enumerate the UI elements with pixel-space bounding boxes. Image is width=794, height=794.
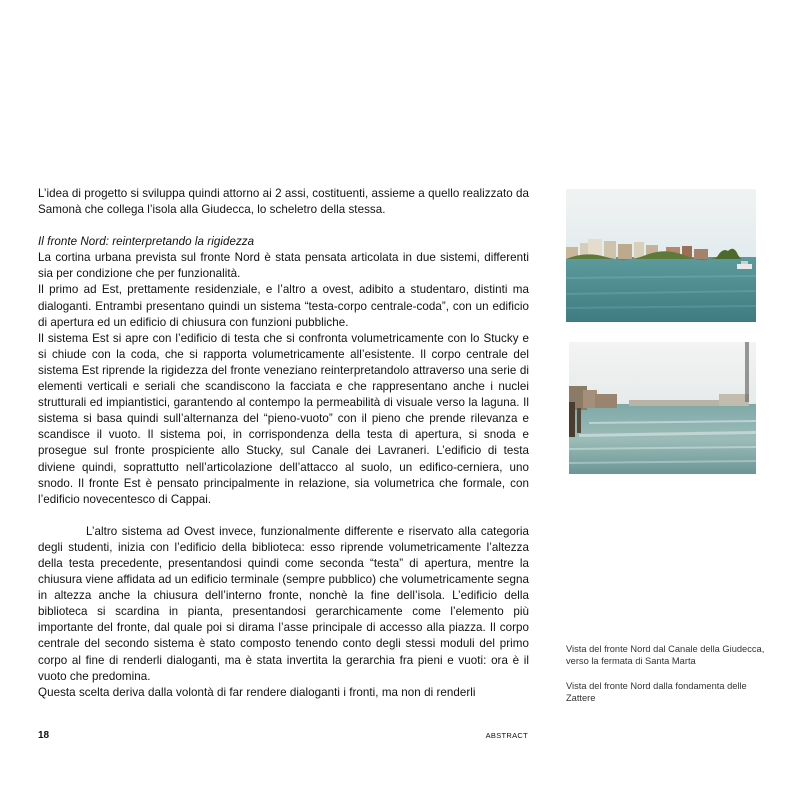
- paragraph-conclusion: Questa scelta deriva dalla volontà di far rendere dialoganti i fronti, ma non di renderli: [38, 685, 476, 699]
- photo-zattere-image: [569, 342, 756, 474]
- photo-giudecca-canal-image: [566, 189, 756, 322]
- caption-zattere: Vista del fronte Nord dalla fondamenta delle Zattere: [566, 680, 747, 704]
- page-number: 18: [38, 730, 50, 741]
- caption-giudecca: Vista del fronte Nord dal Canale della Giudecca, verso la fermata di Santa Marta: [566, 644, 765, 667]
- section-subheading: Il fronte Nord: reinterpretando la rigidezza: [38, 235, 255, 249]
- photo-captions: [566, 643, 766, 705]
- paragraph-sistema-est: Il sistema Est si apre con l’edificio di testa che si confronta volumetricamente con lo Stucky e si chiude con la coda, che si rapporta volumetricamente all’esistente. Il corpo centrale del sistema Est riprende la rigidezza del fronte veneziano reinterpretandolo attraverso una serie di elementi verticali e seriali che scandiscono la facciata e che rappresentano anche i nuclei strutturali ed impiantistici, garantendo al contempo la permeabilità di visuale verso la laguna. Il sistema si basa quindi sull’alternanza del “pieno-vuoto” con il pieno che prende rilevanza e scandisce il vuoto. Il sistema poi, in corrispondenza della testa di apertura, si snoda e prosegue sul fronte prospiciente allo Stucky, sul Canale dei Lavraneri. L’edificio di testa diviene quindi, soprattutto nell’articolazione dell’attacco al suolo, un edifico-cerniera, uno snodo. Il fronte Est è pensato principalmente in relazione, sia volumetrica che formale, con l’edificio novecentesco di Cappai.: [38, 331, 529, 506]
- section-label: ABSTRACT: [485, 731, 528, 740]
- paragraph-fronte-nord: La cortina urbana prevista sul fronte Nord è stata pensata articolata in due sistemi, differenti sia per condizione che per funzionalità.: [38, 251, 529, 281]
- paragraph-sistema-ovest: L’altro sistema ad Ovest invece, funzionalmente differente e riservato alla categoria degli studenti, inizia con l’edificio della biblioteca: esso riprende volumetricamente l’altezza della testa precedente, presentandosi quindi come seconda “testa” di apertura, mentre la chiusura viene affidata ad un edificio terminale (sempre pubblico) che volumetricamente segna in altezza anche la chiusura dell’interno fronte, nonchè la fine dell’isola. L’edificio della biblioteca si scardina in pianta, presentandosi gerarchicamente come l’elemento più importante del fronte, dal quale poi si dirama l’asse principale di accesso alla piazza. Il corpo centrale del secondo sistema è stato composto tenendo conto degli stessi moduli del primo corpo al fine di renderli dialoganti, ma è stata invertita la gerarchia fra pieni e vuoti: ora è il vuoto che predomina.: [38, 524, 529, 683]
- photo-zattere: [569, 342, 756, 474]
- photo-giudecca-canal: [566, 189, 756, 322]
- paragraph-sistemi: Il primo ad Est, prettamente residenziale, e l’altro a ovest, adibito a studentaro, distinti ma dialoganti. Entrambi presentano quindi un sistema “testa-corpo centrale-coda”, con un edificio di apertura ed un edificio di chiusura con funzioni pubbliche.: [38, 283, 529, 329]
- main-text-column: [38, 186, 529, 701]
- paragraph-intro: L’idea di progetto si sviluppa quindi attorno ai 2 assi, costituenti, assieme a quello realizzato da Samonà che collega l’isola alla Giudecca, lo scheletro della stessa.: [38, 187, 529, 217]
